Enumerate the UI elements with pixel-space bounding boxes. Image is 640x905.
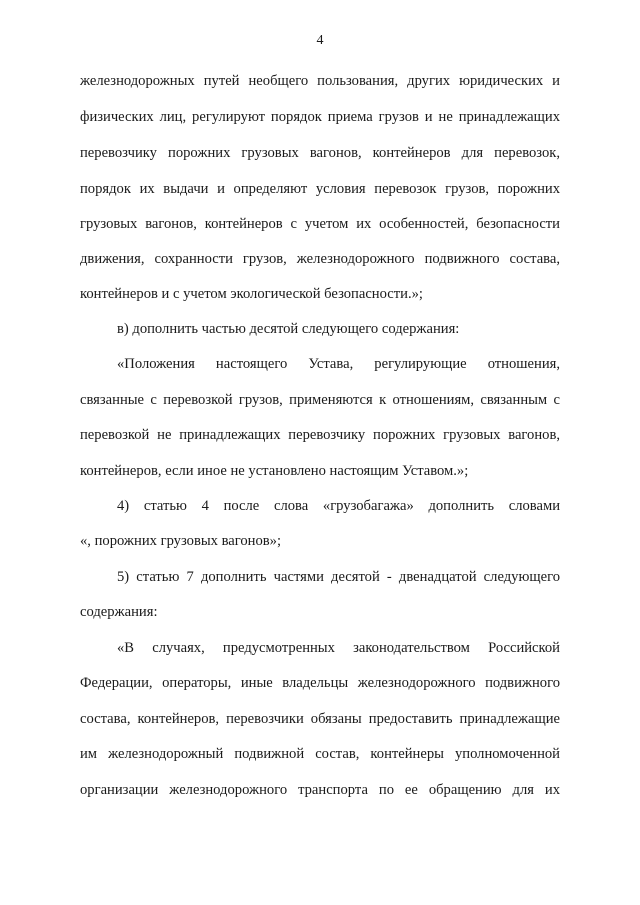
- text-line: железнодорожных путей необщего пользования, других юридических и: [80, 73, 560, 89]
- text-line: 5) статью 7 дополнить частями десятой - двенадцатой следующего: [117, 569, 560, 585]
- text-line: содержания:: [80, 604, 158, 620]
- text-line: Федерации, операторы, иные владельцы железнодорожного подвижного: [80, 675, 560, 691]
- text-line: «, порожних грузовых вагонов»;: [80, 533, 282, 549]
- text-line: перевозчику порожних грузовых вагонов, контейнеров для перевозок,: [80, 145, 560, 161]
- text-line: им железнодорожный подвижной состав, контейнеры уполномоченной: [80, 746, 560, 762]
- page-number: 4: [316, 33, 324, 48]
- text-line: 4) статью 4 после слова «грузобагажа» дополнить словами: [117, 498, 560, 514]
- text-line: перевозкой не принадлежащих перевозчику порожних грузовых вагонов,: [80, 427, 560, 443]
- text-line: «В случаях, предусмотренных законодательством Российской: [117, 640, 560, 656]
- text-line: связанные с перевозкой грузов, применяются к отношениям, связанным с: [80, 392, 560, 408]
- text-line: грузовых вагонов, контейнеров с учетом их особенностей, безопасности: [80, 216, 560, 232]
- text-line: движения, сохранности грузов, железнодорожного подвижного состава,: [80, 251, 560, 267]
- text-line: в) дополнить частью десятой следующего содержания:: [117, 321, 460, 337]
- text-line: контейнеров, если иное не установлено настоящим Уставом.»;: [80, 463, 469, 479]
- text-line: состава, контейнеров, перевозчики обязаны предоставить принадлежащие: [80, 711, 560, 727]
- text-line: контейнеров и с учетом экологической безопасности.»;: [80, 286, 423, 302]
- text-line: порядок их выдачи и определяют условия перевозок грузов, порожних: [80, 181, 560, 197]
- text-line: организации железнодорожного транспорта по ее обращению для их: [80, 782, 560, 798]
- text-line: «Положения настоящего Устава, регулирующие отношения,: [117, 356, 560, 372]
- text-line: физических лиц, регулируют порядок приема грузов и не принадлежащих: [80, 109, 560, 125]
